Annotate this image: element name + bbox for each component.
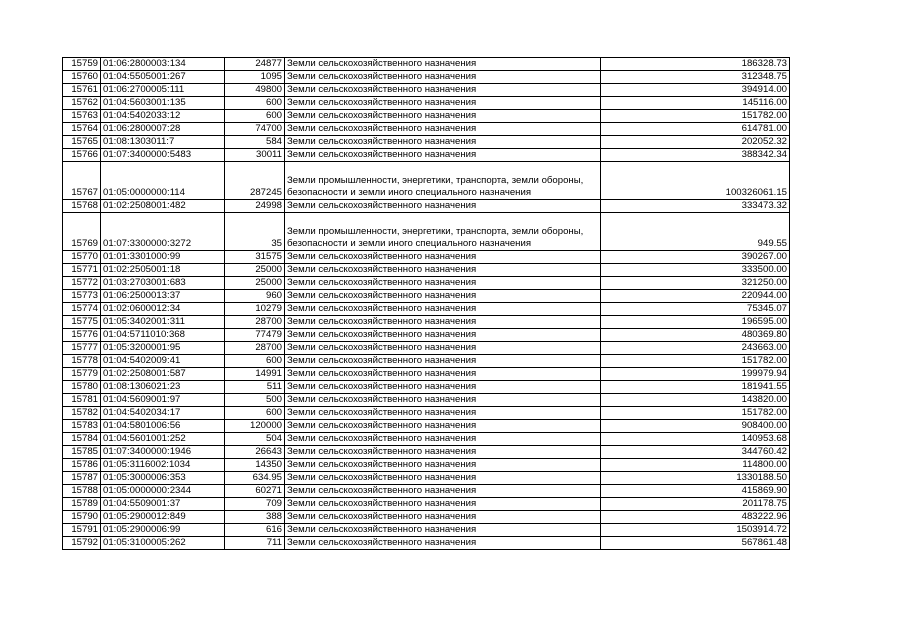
cadastral-number-cell: 01:06:2800003:134 bbox=[101, 58, 225, 71]
row-number-cell: 15778 bbox=[63, 355, 101, 368]
land-parcel-table bbox=[62, 57, 790, 550]
area-cell: 500 bbox=[225, 394, 285, 407]
row-number-cell: 15773 bbox=[63, 290, 101, 303]
cadastral-value-cell: 908400.00 bbox=[601, 420, 790, 433]
row-number-cell: 15780 bbox=[63, 381, 101, 394]
area-cell: 120000 bbox=[225, 420, 285, 433]
row-number-cell: 15776 bbox=[63, 329, 101, 342]
area-cell: 49800 bbox=[225, 84, 285, 97]
land-category-cell: Земли сельскохозяйственного назначения bbox=[285, 71, 601, 84]
area-cell: 711 bbox=[225, 537, 285, 550]
cadastral-value-cell: 100326061.15 bbox=[601, 162, 790, 200]
land-category-cell: Земли сельскохозяйственного назначения bbox=[285, 381, 601, 394]
table-row bbox=[63, 58, 790, 71]
land-category-cell: Земли сельскохозяйственного назначения bbox=[285, 342, 601, 355]
land-category-cell: Земли сельскохозяйственного назначения bbox=[285, 97, 601, 110]
area-cell: 31575 bbox=[225, 251, 285, 264]
area-cell: 14350 bbox=[225, 459, 285, 472]
area-cell: 600 bbox=[225, 355, 285, 368]
table-row bbox=[63, 472, 790, 485]
cadastral-value-cell: 333500.00 bbox=[601, 264, 790, 277]
land-category-cell: Земли сельскохозяйственного назначения bbox=[285, 537, 601, 550]
row-number-cell: 15785 bbox=[63, 446, 101, 459]
table-row bbox=[63, 251, 790, 264]
cadastral-number-cell: 01:04:5505001:267 bbox=[101, 71, 225, 84]
row-number-cell: 15768 bbox=[63, 200, 101, 213]
area-cell: 35 bbox=[225, 213, 285, 251]
land-category-cell: Земли сельскохозяйственного назначения bbox=[285, 329, 601, 342]
table-row bbox=[63, 329, 790, 342]
area-cell: 74700 bbox=[225, 123, 285, 136]
cadastral-number-cell: 01:04:5711010:368 bbox=[101, 329, 225, 342]
row-number-cell: 15769 bbox=[63, 213, 101, 251]
cadastral-number-cell: 01:04:5609001:97 bbox=[101, 394, 225, 407]
table-row bbox=[63, 136, 790, 149]
land-category-cell: Земли сельскохозяйственного назначения bbox=[285, 524, 601, 537]
area-cell: 287245 bbox=[225, 162, 285, 200]
cadastral-number-cell: 01:06:2500013:37 bbox=[101, 290, 225, 303]
cadastral-number-cell: 01:05:3100005:262 bbox=[101, 537, 225, 550]
cadastral-number-cell: 01:04:5509001:37 bbox=[101, 498, 225, 511]
land-category-cell: Земли сельскохозяйственного назначения bbox=[285, 446, 601, 459]
row-number-cell: 15770 bbox=[63, 251, 101, 264]
row-number-cell: 15765 bbox=[63, 136, 101, 149]
table-row bbox=[63, 97, 790, 110]
land-category-cell: Земли промышленности, энергетики, транспорта, земли обороны, безопасности и земли иного специального назначения bbox=[285, 213, 601, 251]
land-category-cell: Земли сельскохозяйственного назначения bbox=[285, 136, 601, 149]
cadastral-number-cell: 01:04:5402034:17 bbox=[101, 407, 225, 420]
cadastral-number-cell: 01:03:2703001:683 bbox=[101, 277, 225, 290]
cadastral-number-cell: 01:07:3400000:5483 bbox=[101, 149, 225, 162]
cadastral-number-cell: 01:02:0600012:34 bbox=[101, 303, 225, 316]
table-row bbox=[63, 355, 790, 368]
table-row bbox=[63, 498, 790, 511]
table-row bbox=[63, 200, 790, 213]
row-number-cell: 15760 bbox=[63, 71, 101, 84]
cadastral-value-cell: 390267.00 bbox=[601, 251, 790, 264]
row-number-cell: 15786 bbox=[63, 459, 101, 472]
area-cell: 511 bbox=[225, 381, 285, 394]
table-row bbox=[63, 264, 790, 277]
cadastral-value-cell: 181941.55 bbox=[601, 381, 790, 394]
cadastral-value-cell: 202052.32 bbox=[601, 136, 790, 149]
cadastral-value-cell: 388342.34 bbox=[601, 149, 790, 162]
table-row bbox=[63, 277, 790, 290]
cadastral-number-cell: 01:05:3200001:95 bbox=[101, 342, 225, 355]
cadastral-value-cell: 344760.42 bbox=[601, 446, 790, 459]
area-cell: 504 bbox=[225, 433, 285, 446]
land-category-cell: Земли сельскохозяйственного назначения bbox=[285, 355, 601, 368]
cadastral-number-cell: 01:04:5402009:41 bbox=[101, 355, 225, 368]
row-number-cell: 15783 bbox=[63, 420, 101, 433]
cadastral-value-cell: 243663.00 bbox=[601, 342, 790, 355]
table-row bbox=[63, 290, 790, 303]
area-cell: 26643 bbox=[225, 446, 285, 459]
land-category-cell: Земли сельскохозяйственного назначения bbox=[285, 200, 601, 213]
cadastral-value-cell: 949.55 bbox=[601, 213, 790, 251]
land-category-cell: Земли сельскохозяйственного назначения bbox=[285, 511, 601, 524]
table-row bbox=[63, 420, 790, 433]
cadastral-number-cell: 01:08:1306021:23 bbox=[101, 381, 225, 394]
table-body bbox=[63, 58, 790, 550]
table-row bbox=[63, 394, 790, 407]
area-cell: 28700 bbox=[225, 316, 285, 329]
area-cell: 28700 bbox=[225, 342, 285, 355]
area-cell: 600 bbox=[225, 407, 285, 420]
cadastral-value-cell: 151782.00 bbox=[601, 110, 790, 123]
cadastral-value-cell: 614781.00 bbox=[601, 123, 790, 136]
row-number-cell: 15777 bbox=[63, 342, 101, 355]
area-cell: 77479 bbox=[225, 329, 285, 342]
table-row bbox=[63, 71, 790, 84]
cadastral-number-cell: 01:04:5601001:252 bbox=[101, 433, 225, 446]
land-category-cell: Земли сельскохозяйственного назначения bbox=[285, 316, 601, 329]
land-category-cell: Земли сельскохозяйственного назначения bbox=[285, 498, 601, 511]
area-cell: 388 bbox=[225, 511, 285, 524]
land-category-cell: Земли сельскохозяйственного назначения bbox=[285, 251, 601, 264]
cadastral-value-cell: 196595.00 bbox=[601, 316, 790, 329]
table-row bbox=[63, 407, 790, 420]
land-category-cell: Земли сельскохозяйственного назначения bbox=[285, 394, 601, 407]
land-category-cell: Земли сельскохозяйственного назначения bbox=[285, 472, 601, 485]
area-cell: 24998 bbox=[225, 200, 285, 213]
cadastral-number-cell: 01:06:2700005:111 bbox=[101, 84, 225, 97]
table-row bbox=[63, 149, 790, 162]
cadastral-value-cell: 151782.00 bbox=[601, 355, 790, 368]
cadastral-value-cell: 140953.68 bbox=[601, 433, 790, 446]
cadastral-value-cell: 321250.00 bbox=[601, 277, 790, 290]
cadastral-number-cell: 01:02:2505001:18 bbox=[101, 264, 225, 277]
area-cell: 24877 bbox=[225, 58, 285, 71]
cadastral-number-cell: 01:05:3402001:311 bbox=[101, 316, 225, 329]
area-cell: 30011 bbox=[225, 149, 285, 162]
cadastral-number-cell: 01:04:5402033:12 bbox=[101, 110, 225, 123]
row-number-cell: 15763 bbox=[63, 110, 101, 123]
area-cell: 960 bbox=[225, 290, 285, 303]
cadastral-number-cell: 01:04:5801006:56 bbox=[101, 420, 225, 433]
area-cell: 60271 bbox=[225, 485, 285, 498]
table-row bbox=[63, 511, 790, 524]
cadastral-number-cell: 01:07:3400000:1946 bbox=[101, 446, 225, 459]
row-number-cell: 15784 bbox=[63, 433, 101, 446]
table-row bbox=[63, 433, 790, 446]
area-cell: 600 bbox=[225, 97, 285, 110]
area-cell: 14991 bbox=[225, 368, 285, 381]
row-number-cell: 15774 bbox=[63, 303, 101, 316]
cadastral-value-cell: 199979.94 bbox=[601, 368, 790, 381]
land-category-cell: Земли сельскохозяйственного назначения bbox=[285, 149, 601, 162]
table-row bbox=[63, 524, 790, 537]
row-number-cell: 15762 bbox=[63, 97, 101, 110]
cadastral-value-cell: 201178.75 bbox=[601, 498, 790, 511]
land-category-cell: Земли сельскохозяйственного назначения bbox=[285, 485, 601, 498]
row-number-cell: 15788 bbox=[63, 485, 101, 498]
land-category-cell: Земли сельскохозяйственного назначения bbox=[285, 368, 601, 381]
table-row bbox=[63, 446, 790, 459]
land-category-cell: Земли сельскохозяйственного назначения bbox=[285, 407, 601, 420]
table-row bbox=[63, 381, 790, 394]
cadastral-number-cell: 01:05:2900006:99 bbox=[101, 524, 225, 537]
land-category-cell: Земли сельскохозяйственного назначения bbox=[285, 58, 601, 71]
land-category-cell: Земли сельскохозяйственного назначения bbox=[285, 84, 601, 97]
land-category-cell: Земли промышленности, энергетики, транспорта, земли обороны, безопасности и земли иного специального назначения bbox=[285, 162, 601, 200]
table-row bbox=[63, 110, 790, 123]
cadastral-number-cell: 01:02:2508001:587 bbox=[101, 368, 225, 381]
table-row bbox=[63, 84, 790, 97]
cadastral-value-cell: 220944.00 bbox=[601, 290, 790, 303]
row-number-cell: 15782 bbox=[63, 407, 101, 420]
row-number-cell: 15764 bbox=[63, 123, 101, 136]
cadastral-number-cell: 01:01:3301000:99 bbox=[101, 251, 225, 264]
cadastral-number-cell: 01:05:0000000:2344 bbox=[101, 485, 225, 498]
row-number-cell: 15787 bbox=[63, 472, 101, 485]
cadastral-value-cell: 143820.00 bbox=[601, 394, 790, 407]
row-number-cell: 15775 bbox=[63, 316, 101, 329]
land-category-cell: Земли сельскохозяйственного назначения bbox=[285, 303, 601, 316]
area-cell: 600 bbox=[225, 110, 285, 123]
row-number-cell: 15789 bbox=[63, 498, 101, 511]
cadastral-number-cell: 01:05:0000000:114 bbox=[101, 162, 225, 200]
cadastral-value-cell: 333473.32 bbox=[601, 200, 790, 213]
table-row bbox=[63, 485, 790, 498]
land-category-cell: Земли сельскохозяйственного назначения bbox=[285, 264, 601, 277]
land-category-cell: Земли сельскохозяйственного назначения bbox=[285, 459, 601, 472]
row-number-cell: 15781 bbox=[63, 394, 101, 407]
row-number-cell: 15792 bbox=[63, 537, 101, 550]
row-number-cell: 15772 bbox=[63, 277, 101, 290]
table-row bbox=[63, 316, 790, 329]
row-number-cell: 15779 bbox=[63, 368, 101, 381]
cadastral-value-cell: 415869.90 bbox=[601, 485, 790, 498]
cadastral-value-cell: 394914.00 bbox=[601, 84, 790, 97]
cadastral-number-cell: 01:08:1303011:7 bbox=[101, 136, 225, 149]
row-number-cell: 15759 bbox=[63, 58, 101, 71]
cadastral-number-cell: 01:07:3300000:3272 bbox=[101, 213, 225, 251]
table-row bbox=[63, 213, 790, 251]
table-row bbox=[63, 162, 790, 200]
area-cell: 10279 bbox=[225, 303, 285, 316]
cadastral-value-cell: 1330188.50 bbox=[601, 472, 790, 485]
area-cell: 25000 bbox=[225, 264, 285, 277]
land-category-cell: Земли сельскохозяйственного назначения bbox=[285, 277, 601, 290]
area-cell: 25000 bbox=[225, 277, 285, 290]
row-number-cell: 15766 bbox=[63, 149, 101, 162]
cadastral-value-cell: 312348.75 bbox=[601, 71, 790, 84]
cadastral-value-cell: 480369.80 bbox=[601, 329, 790, 342]
cadastral-number-cell: 01:05:2900012:849 bbox=[101, 511, 225, 524]
cadastral-value-cell: 483222.96 bbox=[601, 511, 790, 524]
cadastral-value-cell: 186328.73 bbox=[601, 58, 790, 71]
land-category-cell: Земли сельскохозяйственного назначения bbox=[285, 433, 601, 446]
land-category-cell: Земли сельскохозяйственного назначения bbox=[285, 420, 601, 433]
row-number-cell: 15767 bbox=[63, 162, 101, 200]
land-category-cell: Земли сельскохозяйственного назначения bbox=[285, 290, 601, 303]
row-number-cell: 15771 bbox=[63, 264, 101, 277]
area-cell: 709 bbox=[225, 498, 285, 511]
area-cell: 616 bbox=[225, 524, 285, 537]
area-cell: 1095 bbox=[225, 71, 285, 84]
table-row bbox=[63, 537, 790, 550]
table-row bbox=[63, 123, 790, 136]
cadastral-number-cell: 01:06:2800007:28 bbox=[101, 123, 225, 136]
table-row bbox=[63, 342, 790, 355]
table-row bbox=[63, 303, 790, 316]
area-cell: 584 bbox=[225, 136, 285, 149]
cadastral-value-cell: 1503914.72 bbox=[601, 524, 790, 537]
table-row bbox=[63, 368, 790, 381]
row-number-cell: 15791 bbox=[63, 524, 101, 537]
row-number-cell: 15790 bbox=[63, 511, 101, 524]
table-row bbox=[63, 459, 790, 472]
cadastral-number-cell: 01:04:5603001:135 bbox=[101, 97, 225, 110]
land-category-cell: Земли сельскохозяйственного назначения bbox=[285, 110, 601, 123]
cadastral-number-cell: 01:05:3000006:353 bbox=[101, 472, 225, 485]
cadastral-value-cell: 151782.00 bbox=[601, 407, 790, 420]
cadastral-value-cell: 145116.00 bbox=[601, 97, 790, 110]
cadastral-value-cell: 567861.48 bbox=[601, 537, 790, 550]
cadastral-value-cell: 75345.07 bbox=[601, 303, 790, 316]
row-number-cell: 15761 bbox=[63, 84, 101, 97]
cadastral-value-cell: 114800.00 bbox=[601, 459, 790, 472]
cadastral-number-cell: 01:02:2508001:482 bbox=[101, 200, 225, 213]
cadastral-number-cell: 01:05:3116002:1034 bbox=[101, 459, 225, 472]
land-category-cell: Земли сельскохозяйственного назначения bbox=[285, 123, 601, 136]
area-cell: 634.95 bbox=[225, 472, 285, 485]
